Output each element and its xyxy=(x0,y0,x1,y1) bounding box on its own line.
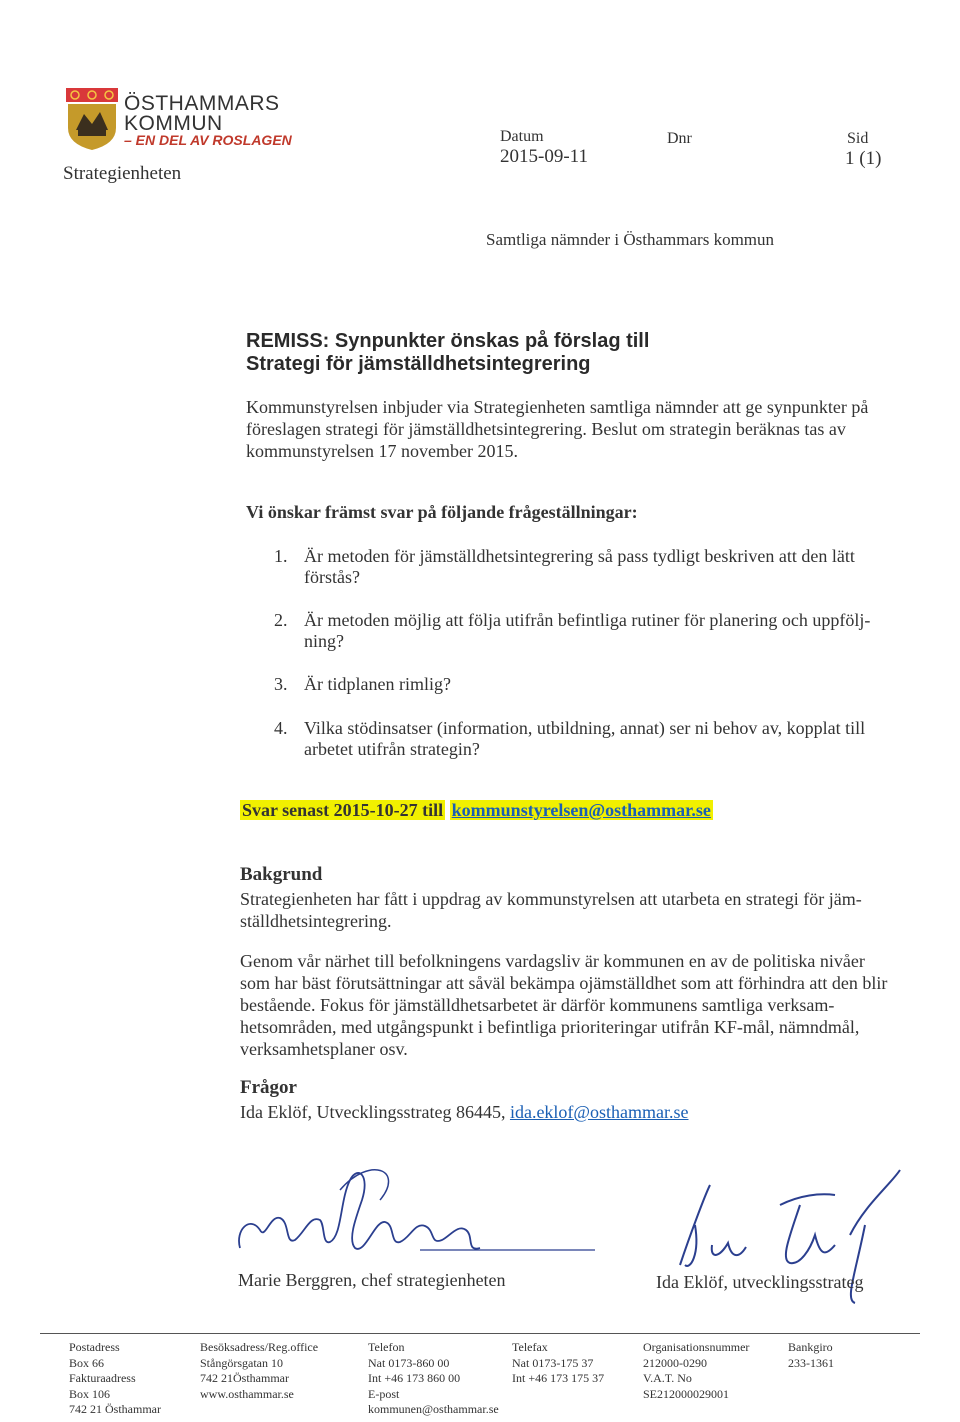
question-number: 4. xyxy=(274,718,288,738)
questions-contact-line xyxy=(240,1101,890,1123)
signature-marie xyxy=(230,1160,600,1260)
title-line2: Strategi för jämställdhetsintegrering xyxy=(246,353,591,375)
logo-text-line2: KOMMUN xyxy=(124,112,223,135)
logo-slogan: – EN DEL AV ROSLAGEN xyxy=(124,132,292,148)
question-number: 1. xyxy=(274,546,288,566)
signature-name-1: Marie Berggren, chef strategienheten xyxy=(238,1270,506,1290)
background-heading: Bakgrund xyxy=(240,864,323,885)
sid-value: 1 (1) xyxy=(845,148,882,169)
contact-text: Ida Eklöf, Utvecklingsstrateg 86445, xyxy=(240,1102,506,1122)
background-paragraph-1: Strategienheten har fått i uppdrag av kommunstyrelsen att utarbeta en strategi för jäm-ställdhetsintegrering. xyxy=(240,889,862,931)
datum-label: Datum xyxy=(500,128,544,145)
department-name: Strategienheten xyxy=(63,163,182,184)
question-text: Är metoden möjlig att följa utifrån befintliga rutiner för planering och uppfölj-ning? xyxy=(304,610,871,651)
questions-contact-heading: Frågor xyxy=(240,1077,297,1098)
deadline-email-link[interactable]: kommunstyrelsen@osthammar.se xyxy=(451,800,711,820)
footer-divider xyxy=(40,1333,920,1334)
question-text: Är metoden för jämställdhetsintegrering så pass tydligt beskriven att den lätt förstås? xyxy=(304,546,855,587)
signature-name-2: Ida Eklöf, utvecklingsstrateg xyxy=(656,1272,864,1292)
deadline-text: Svar senast 2015-10-27 till xyxy=(242,800,444,820)
sid-label: Sid xyxy=(847,130,869,147)
questions-heading: Vi önskar främst svar på följande frågeställningar: xyxy=(246,502,638,522)
logo-text-line1: ÖSTHAMMARS xyxy=(124,92,280,115)
footer-org: Organisationsnummer 212000-0290 V.A.T. No SE212000029001 xyxy=(643,1340,750,1401)
contact-email-link[interactable]: ida.eklof@osthammar.se xyxy=(509,1102,689,1122)
footer-postal: Postadress Box 66 Fakturaadress Box 106 742 21 Östhammar xyxy=(69,1340,161,1416)
question-text: Är tidplanen rimlig? xyxy=(304,674,451,694)
deadline-line xyxy=(240,800,713,821)
footer-visit: Besöksadress/Reg.office Stångörsgatan 10 742 21Östhammar www.osthammar.se xyxy=(200,1340,319,1401)
dnr-label: Dnr xyxy=(667,130,692,147)
footer-phone: Telefon Nat 0173-860 00 Int +46 173 860 00 E-post kommunen@osthammar.se xyxy=(368,1340,499,1416)
title-line1: REMISS: Synpunkter önskas på förslag till xyxy=(246,330,650,352)
footer-fax: Telefax Nat 0173-175 37 Int +46 173 175 37 xyxy=(512,1340,605,1385)
question-text: Vilka stödinsatser (information, utbildning, annat) ser ni behov av, kopplat till arbetet utifrån strategin? xyxy=(304,718,866,759)
question-number: 3. xyxy=(274,674,288,694)
background-paragraph-2: Genom vår närhet till befolkningens vardagsliv är kommunen en av de politiska nivåer som har bäst förutsättningar att såväl bekämpa ojämställdhet som att förhindra att den blir bestående. Fokus för jämställdhetsarbetet är därför kommunens samtliga verksam-hetsområden, med utgångspunkt i befintliga prioriteringar utifrån KF-mål, nämndmål, verksamhetsplaner osv. xyxy=(240,951,888,1059)
datum-value: 2015-09-11 xyxy=(500,146,588,167)
intro-paragraph: Kommunstyrelsen inbjuder via Strategienheten samtliga nämnder att ge synpunkter på föreslagen strategi för jämställdhetsintegrering. Beslut om strategin beräknas tas av kommunstyrelsen 17 november 2015. xyxy=(246,397,869,461)
kommun-logo xyxy=(66,88,118,150)
footer-bankgiro: Bankgiro 233-1361 xyxy=(788,1340,834,1370)
recipient: Samtliga nämnder i Östhammars kommun xyxy=(486,230,775,249)
question-number: 2. xyxy=(274,610,288,630)
document-title xyxy=(246,330,649,376)
